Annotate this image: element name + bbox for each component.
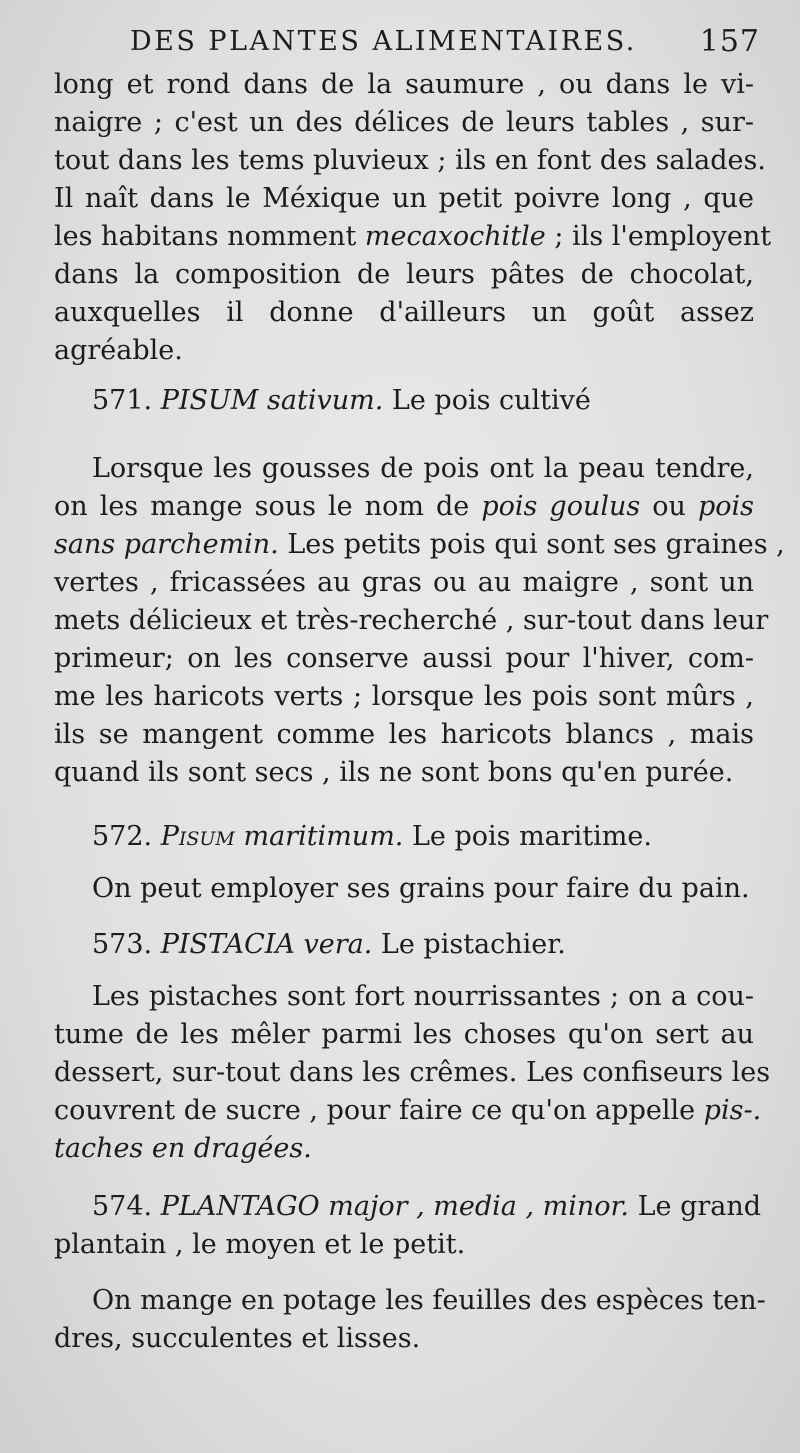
text-line: [54, 1054, 771, 1092]
entry-number: 572.: [92, 821, 153, 852]
italic-term: pois: [698, 491, 755, 522]
entry-heading: [92, 1188, 762, 1226]
text-line: [54, 1016, 754, 1054]
italic-term: pis-.: [703, 1095, 762, 1126]
entry-number: 574.: [92, 1191, 153, 1222]
text-line: Il naît dans le Méxique un petit poivre long , que: [54, 183, 754, 214]
text-line: [54, 640, 754, 678]
text-run: On mange en potage les feuilles des espèces ten-: [92, 1285, 766, 1316]
text-line: [92, 978, 754, 1016]
entry-species: maritimum.: [243, 821, 404, 852]
entry-heading: [92, 926, 792, 964]
entry-genus: Pisum: [160, 821, 235, 852]
text-line: [54, 602, 769, 640]
text-run: mets délicieux et très-recherché , sur-tout dans leur: [54, 605, 769, 636]
text-run: on les mange sous le nom de: [54, 491, 482, 522]
entry-common-name: Le grand: [637, 1191, 762, 1222]
text-line: [92, 870, 754, 908]
text-line: les habitans nomment mecaxochitle ; ils l'employent: [54, 221, 772, 252]
italic-term: sans parchemin.: [54, 529, 279, 560]
running-head-title: DES PLANTES ALIMENTAIRES.: [130, 26, 637, 57]
entry-number: 571.: [92, 385, 153, 416]
text-run: couvrent de sucre , pour faire ce qu'on appelle: [54, 1095, 704, 1126]
text-run: ou: [640, 491, 698, 522]
entry-genus: PLANTAGO: [160, 1191, 320, 1222]
entry-heading-continued: plantain , le moyen et le petit.: [54, 1229, 466, 1260]
text-run: primeur; on les conserve aussi pour l'hiver, com-: [54, 643, 754, 674]
text-line: [54, 716, 754, 754]
text-run: dessert, sur-tout dans les crêmes. Les confiseurs les: [54, 1057, 771, 1088]
text-line: tout dans les tems pluvieux ; ils en font des salades.: [54, 145, 766, 176]
entry-common-name: Le pois cultivé: [391, 385, 591, 416]
text-line: [54, 526, 785, 564]
text-line: [54, 1320, 754, 1358]
text-line: [92, 1282, 766, 1320]
text-line: [54, 564, 754, 602]
running-head: [130, 26, 760, 57]
text-run: vertes , fricassées au gras ou au maigre , sont un: [54, 567, 754, 598]
text-line: dans la composition de leurs pâtes de chocolat,: [54, 259, 754, 290]
text-run: tume de les mêler parmi les choses qu'on sert au: [54, 1019, 754, 1050]
entry-species: vera.: [303, 929, 373, 960]
text-run: Les petits pois qui sont ses graines ,: [278, 529, 785, 560]
entry-common-name: Le pois maritime.: [411, 821, 652, 852]
entry-genus: PISTACIA: [160, 929, 295, 960]
entry-species: major , media , minor.: [328, 1191, 630, 1222]
text-run: ils se mangent comme les haricots blancs , mais: [54, 719, 754, 750]
text-run: On peut employer ses grains pour faire du pain.: [92, 873, 750, 904]
entry-species: sativum.: [267, 385, 384, 416]
italic-term: mecaxochitle: [364, 221, 546, 252]
entry-heading: [92, 382, 792, 420]
entry-genus: PISUM: [160, 385, 259, 416]
text-line: [92, 450, 754, 488]
text-line: [54, 488, 754, 526]
text-line: long et rond dans de la saumure , ou dans le vi-: [54, 69, 754, 100]
italic-term: pois goulus: [481, 491, 641, 522]
entry-heading: [92, 818, 792, 856]
text-line: [54, 678, 754, 716]
text-run: quand ils sont secs , ils ne sont bons qu'en purée.: [54, 757, 734, 788]
text-run: me les haricots verts ; lorsque les pois sont mûrs ,: [54, 681, 754, 712]
text-run: Lorsque les gousses de pois ont la peau tendre,: [92, 453, 754, 484]
entry-number: 573.: [92, 929, 153, 960]
text-line: auxquelles il donne d'ailleurs un goût assez: [54, 297, 754, 328]
page-number: 157: [699, 24, 760, 59]
text-line: agréable.: [54, 335, 183, 366]
italic-term: taches en dragées.: [54, 1133, 312, 1164]
text-run: dres, succulentes et lisses.: [54, 1323, 421, 1354]
text-line: [54, 1130, 754, 1168]
text-run: Les pistaches sont fort nourrissantes ; on a cou-: [92, 981, 754, 1012]
entry-common-name: Le pistachier.: [380, 929, 566, 960]
text-line: naigre ; c'est un des délices de leurs tables , sur-: [54, 107, 754, 138]
text-line: [54, 754, 754, 792]
text-line: [54, 1092, 762, 1130]
